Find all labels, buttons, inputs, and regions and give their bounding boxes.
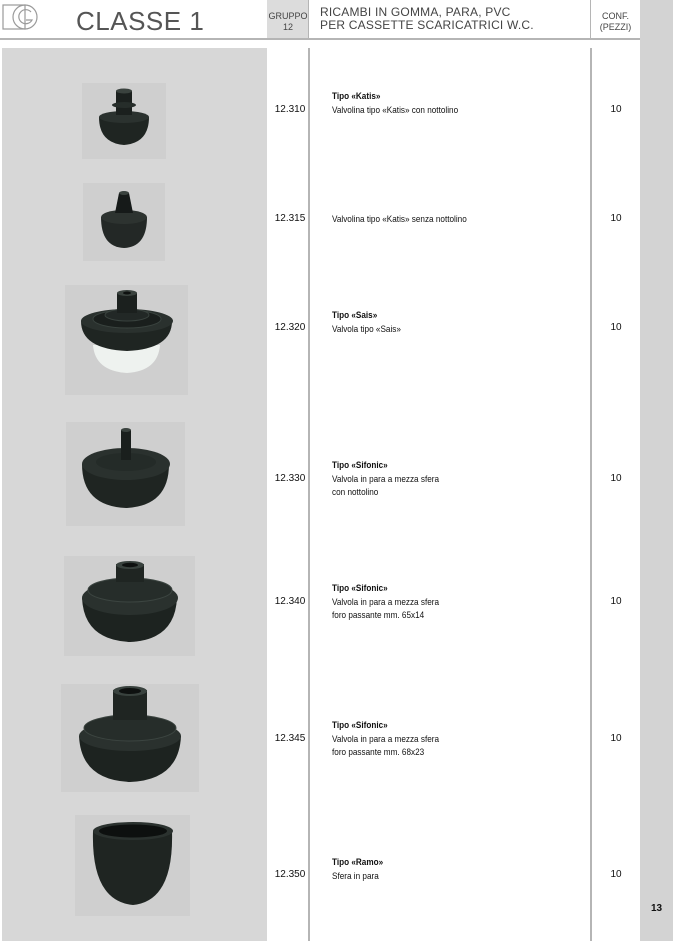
product-image-12-330 — [66, 422, 185, 526]
item-line: Valvolina tipo «Katis» con nottolino — [332, 104, 459, 116]
gruppo-value: 12 — [282, 22, 293, 32]
item-description — [332, 213, 547, 227]
item-qty: 10 — [610, 596, 622, 607]
item-description — [332, 309, 547, 336]
header-divider — [0, 38, 640, 40]
column-divider — [590, 48, 592, 941]
item-title: Tipo «Sais» — [332, 310, 378, 321]
item-qty: 10 — [610, 104, 622, 115]
item-title: Tipo «Sifonic» — [332, 720, 388, 731]
item-qty: 10 — [610, 322, 622, 333]
item-description — [332, 582, 547, 623]
gruppo-label: GRUPPO — [268, 11, 308, 21]
class-title: CLASSE 1 — [76, 6, 205, 36]
item-description — [332, 719, 547, 760]
item-line: con nottolino — [332, 487, 379, 498]
item-title: Tipo «Ramo» — [332, 857, 384, 868]
item-description — [332, 90, 547, 117]
item-description — [332, 856, 547, 883]
product-image-12-310 — [82, 83, 166, 159]
item-line: Valvola in para a mezza sfera — [332, 473, 440, 485]
item-code: 12.350 — [274, 869, 306, 880]
item-code: 12.310 — [274, 104, 306, 115]
product-image-12-350 — [75, 815, 190, 916]
item-code: 12.320 — [274, 322, 306, 333]
description-line: RICAMBI IN GOMMA, PARA, PVC — [320, 5, 511, 19]
item-line: Valvola in para a mezza sfera — [332, 596, 440, 608]
item-line: Valvolina tipo «Katis» senza nottolino — [332, 214, 467, 225]
item-qty: 10 — [610, 869, 622, 880]
product-image-12-345 — [61, 684, 199, 792]
page-margin-bar — [640, 0, 673, 941]
page-number: 13 — [650, 903, 663, 914]
item-description — [332, 459, 547, 500]
item-code: 12.345 — [274, 733, 306, 744]
product-image-12-320 — [65, 285, 188, 395]
item-qty: 10 — [610, 213, 622, 224]
column-divider — [308, 0, 309, 38]
item-code: 12.330 — [274, 473, 306, 484]
item-qty: 10 — [610, 733, 622, 744]
item-code: 12.315 — [274, 213, 306, 224]
item-title: Tipo «Sifonic» — [332, 583, 388, 594]
column-divider — [590, 0, 591, 38]
conf-label: CONF. — [602, 11, 629, 21]
item-line: foro passante mm. 65x14 — [332, 610, 425, 621]
item-title: Tipo «Katis» — [332, 91, 381, 102]
item-line: foro passante mm. 68x23 — [332, 747, 425, 758]
page-header — [0, 0, 640, 40]
item-title: Tipo «Sifonic» — [332, 460, 388, 471]
gruppo-header — [267, 0, 309, 40]
column-divider — [308, 48, 310, 941]
conf-unit: (PEZZI) — [599, 22, 632, 32]
product-image-12-315 — [83, 183, 165, 261]
product-image-12-340 — [64, 556, 195, 656]
item-qty: 10 — [610, 473, 622, 484]
item-line: Valvola in para a mezza sfera — [332, 733, 440, 745]
item-line: Valvola tipo «Sais» — [332, 323, 401, 335]
gg-logo — [2, 3, 44, 33]
description-line: PER CASSETTE SCARICATRICI W.C. — [320, 18, 534, 32]
section-description — [320, 6, 534, 32]
conf-header — [591, 0, 640, 40]
item-line: Sfera in para — [332, 870, 379, 882]
item-code: 12.340 — [274, 596, 306, 607]
